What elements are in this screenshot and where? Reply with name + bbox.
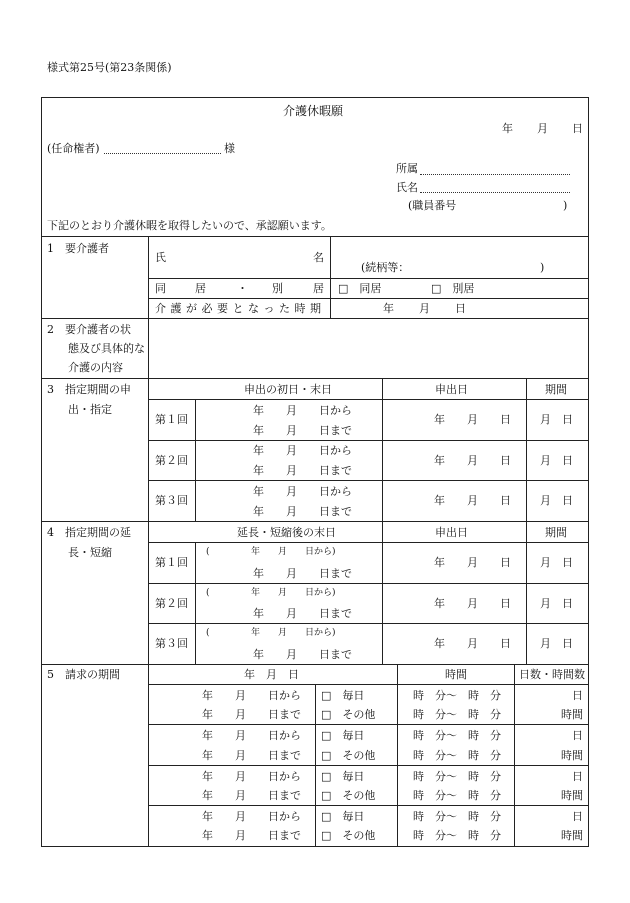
s1-top	[41, 236, 589, 237]
employee-number-close: )	[563, 199, 568, 212]
s5-row-daily-checkbox[interactable]: □ 毎日	[321, 770, 365, 783]
s4-header-bottom	[148, 542, 589, 543]
s5-v3	[514, 664, 515, 847]
s5-row-unit-hours: 時間	[561, 708, 583, 721]
s3-v1	[195, 399, 196, 521]
s2-title-line-2: 態及び具体的な	[68, 342, 145, 355]
s3-v2	[382, 378, 383, 521]
s5-row-unit-days: 日	[572, 770, 583, 783]
s1-cohab-char-1: 同	[155, 282, 166, 295]
s5-row-other-checkbox[interactable]: □ その他	[321, 789, 376, 802]
s5-row-unit-hours: 時間	[561, 789, 583, 802]
s3-title-line-2: 出・指定	[68, 403, 112, 416]
s1-need-day: 日	[455, 302, 466, 315]
date-year: 年	[502, 122, 513, 135]
s1-name-char-2: 名	[313, 251, 324, 264]
s3-top	[41, 378, 589, 379]
s4-header-date: 申出日	[435, 526, 468, 539]
s4-row-date: 年 月 日	[434, 556, 511, 569]
s5-header-time: 時間	[445, 668, 467, 681]
s4-row-period: 月 日	[540, 637, 573, 650]
s5-row-to: 年 月 日まで	[202, 749, 301, 762]
s1-cohab-option-separate[interactable]: □ 別居	[431, 282, 475, 295]
s3-row-to: 年 月 日まで	[253, 505, 352, 518]
s1-name-char-1: 氏	[155, 251, 166, 264]
s4-row-date: 年 月 日	[434, 597, 511, 610]
s1-line-b	[148, 298, 589, 299]
s1-cohab-char-3: ・	[237, 282, 248, 295]
s3-row-from: 年 月 日から	[253, 404, 352, 417]
s5-row-time-2: 時 分～ 時 分	[413, 708, 501, 721]
s5-row-time-1: 時 分～ 時 分	[413, 810, 501, 823]
s3-header-date: 申出日	[435, 383, 468, 396]
s3-row-label: 第２回	[155, 454, 188, 467]
s1-need-month: 月	[419, 302, 430, 315]
s5-row-unit-hours: 時間	[561, 749, 583, 762]
s3-header-bottom	[148, 399, 589, 400]
s5-row2-bottom	[148, 765, 589, 766]
s2-title-line-1: 2 要介護者の状	[47, 323, 131, 336]
s4-row-period: 月 日	[540, 597, 573, 610]
s4-row1-bottom	[148, 583, 589, 584]
s5-row-time-1: 時 分～ 時 分	[413, 689, 501, 702]
s3-row-period: 月 日	[540, 454, 573, 467]
s5-row-from: 年 月 日から	[202, 689, 301, 702]
s5-header-bottom	[148, 684, 589, 685]
s5-row-unit-days: 日	[572, 729, 583, 742]
s3-row2-bottom	[148, 480, 589, 481]
s3-row1-bottom	[148, 440, 589, 441]
s5-row-to: 年 月 日まで	[202, 789, 301, 802]
date-day: 日	[572, 122, 583, 135]
s4-row-original: 年 月 日から)	[251, 588, 336, 598]
s1-line-a	[148, 278, 589, 279]
form-title: 介護休暇願	[283, 104, 344, 118]
s5-row-other-checkbox[interactable]: □ その他	[321, 708, 376, 721]
s4-title-line-2: 長・短縮	[68, 546, 112, 559]
s4-row-original: 年 月 日から)	[251, 628, 336, 638]
s5-row-from: 年 月 日から	[202, 729, 301, 742]
s5-row-time-2: 時 分～ 時 分	[413, 749, 501, 762]
s4-row-period: 月 日	[540, 556, 573, 569]
s5-row-other-checkbox[interactable]: □ その他	[321, 829, 376, 842]
name-blank[interactable]	[420, 192, 570, 193]
s5-row-daily-checkbox[interactable]: □ 毎日	[321, 810, 365, 823]
s3-row-period: 月 日	[540, 494, 573, 507]
s1-cohab-char-5: 居	[313, 282, 324, 295]
s3-row-from: 年 月 日から	[253, 444, 352, 457]
s5-header-count: 日数・時間数	[519, 668, 585, 681]
frame-right	[588, 97, 589, 847]
s5-v2	[397, 664, 398, 847]
s4-row-label: 第２回	[155, 597, 188, 610]
s5-row-other-checkbox[interactable]: □ その他	[321, 749, 376, 762]
s5-top	[41, 664, 589, 665]
s5-row-time-2: 時 分～ 時 分	[413, 789, 501, 802]
s4-title-line-1: 4 指定期間の延	[47, 526, 131, 539]
s5-row-unit-days: 日	[572, 810, 583, 823]
s5-row-daily-checkbox[interactable]: □ 毎日	[321, 689, 365, 702]
s1-cohab-char-2: 居	[195, 282, 206, 295]
s3-row-period: 月 日	[540, 413, 573, 426]
s1-relation-label: (続柄等：	[361, 261, 410, 274]
s3-row-date: 年 月 日	[434, 413, 511, 426]
s2-title-line-3: 介護の内容	[68, 361, 123, 374]
s4-row-new-end: 年 月 日まで	[253, 648, 352, 661]
s3-row-label: 第３回	[155, 494, 188, 507]
s5-row-time-1: 時 分～ 時 分	[413, 729, 501, 742]
s3-header-range: 申出の初日・末日	[244, 383, 332, 396]
s5-v1	[315, 684, 316, 847]
s1-title: 1 要介護者	[47, 242, 109, 255]
affiliation-blank[interactable]	[420, 174, 570, 175]
s3-row-date: 年 月 日	[434, 494, 511, 507]
s4-v3	[526, 521, 527, 664]
s3-row-label: 第１回	[155, 413, 188, 426]
s1-cohab-char-4: 別	[272, 282, 283, 295]
s4-row-new-end: 年 月 日まで	[253, 607, 352, 620]
s5-row-to: 年 月 日まで	[202, 829, 301, 842]
form-number: 様式第25号(第23条関係)	[47, 61, 172, 74]
s1-need-label: 介護が必要となった時期	[155, 302, 326, 315]
addressee-blank[interactable]	[104, 153, 221, 154]
s3-row-from: 年 月 日から	[253, 485, 352, 498]
s5-row-from: 年 月 日から	[202, 810, 301, 823]
s1-need-year: 年	[383, 302, 394, 315]
s4-row-open-paren: (	[206, 628, 210, 638]
s5-row-time-1: 時 分～ 時 分	[413, 770, 501, 783]
s5-title: 5 請求の期間	[47, 668, 120, 681]
s3-row-date: 年 月 日	[434, 454, 511, 467]
s4-row-new-end: 年 月 日まで	[253, 567, 352, 580]
s5-row-to: 年 月 日まで	[202, 708, 301, 721]
s5-row-unit-hours: 時間	[561, 829, 583, 842]
s3-v3	[526, 378, 527, 521]
s2-top	[41, 318, 589, 319]
s4-header-end: 延長・短縮後の末日	[237, 526, 336, 539]
s4-v1	[195, 542, 196, 664]
s3-header-period: 期間	[545, 383, 567, 396]
s4-top	[41, 521, 589, 522]
date-month: 月	[537, 122, 548, 135]
s4-row-label: 第１回	[155, 556, 188, 569]
s3-title-line-1: 3 指定期間の申	[47, 383, 131, 396]
s4-row-open-paren: (	[206, 547, 210, 557]
s3-row-to: 年 月 日まで	[253, 424, 352, 437]
s4-row-date: 年 月 日	[434, 637, 511, 650]
s4-v2	[382, 521, 383, 664]
intro-text: 下記のとおり介護休暇を取得したいので、承認願います。	[47, 219, 332, 232]
s4-row2-bottom	[148, 623, 589, 624]
frame-left	[41, 97, 42, 847]
s5-header-date: 年 月 日	[244, 668, 299, 681]
s1-name-divider	[330, 236, 331, 278]
s1-cohab-option-together[interactable]: □ 同居	[338, 282, 382, 295]
frame-top	[41, 97, 589, 98]
s4-row-original: 年 月 日から)	[251, 547, 336, 557]
s5-row-time-2: 時 分～ 時 分	[413, 829, 501, 842]
s4-row-label: 第３回	[155, 637, 188, 650]
addressee-suffix: 様	[224, 142, 235, 155]
s4-header-period: 期間	[545, 526, 567, 539]
s5-row-unit-days: 日	[572, 689, 583, 702]
addressee-label: (任命権者)	[47, 142, 100, 155]
s4-row-open-paren: (	[206, 588, 210, 598]
s5-row-from: 年 月 日から	[202, 770, 301, 783]
employee-number-label: (職員番号	[408, 199, 457, 212]
s1-relation-close: )	[540, 261, 545, 274]
s5-row3-bottom	[148, 805, 589, 806]
affiliation-label: 所属	[396, 162, 418, 175]
name-label: 氏名	[396, 181, 418, 194]
s3-row-to: 年 月 日まで	[253, 464, 352, 477]
s5-row1-bottom	[148, 724, 589, 725]
s5-row-daily-checkbox[interactable]: □ 毎日	[321, 729, 365, 742]
